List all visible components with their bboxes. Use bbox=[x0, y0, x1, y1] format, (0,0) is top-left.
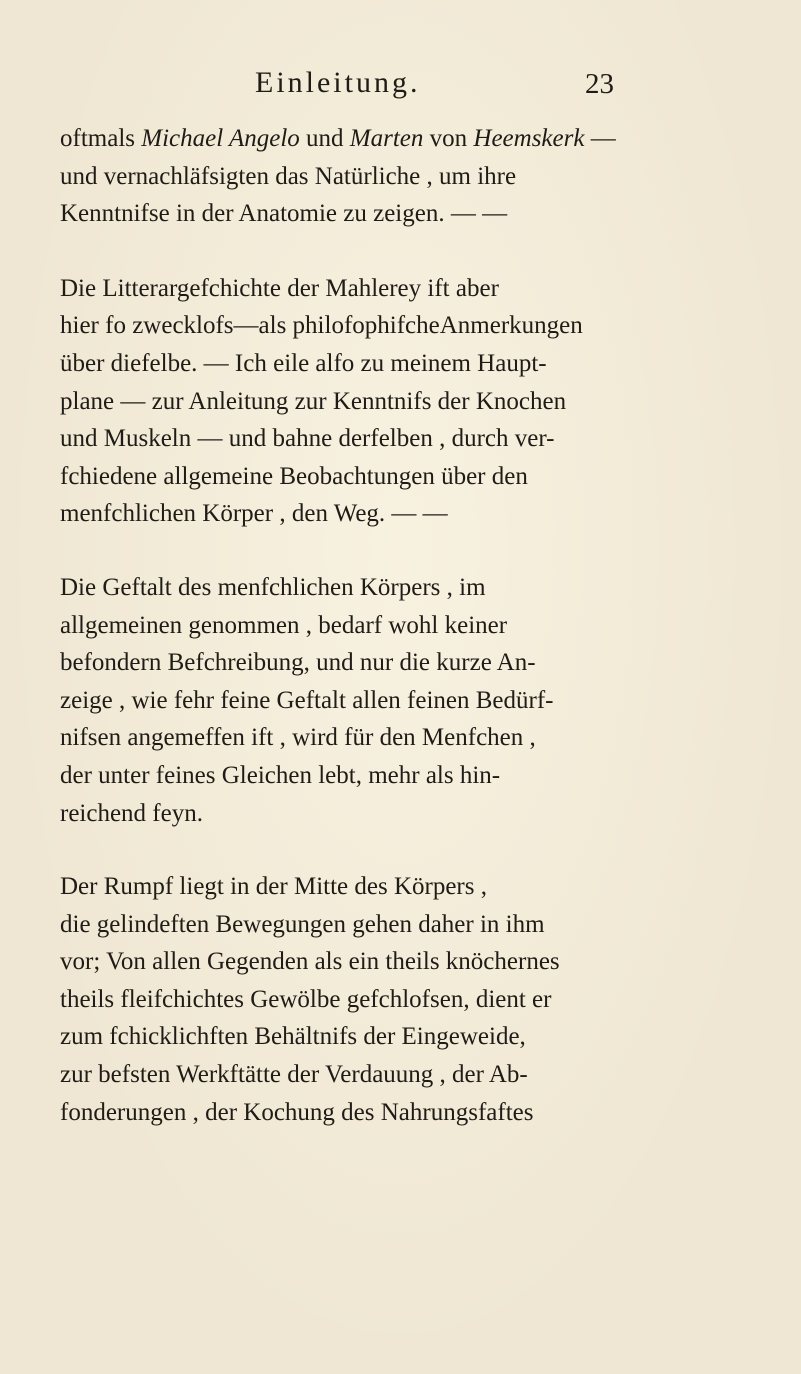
text-line bbox=[60, 682, 770, 720]
text-segment: plane — zur Anleitung zur Kenntnifs der Knochen bbox=[60, 387, 567, 415]
text-line bbox=[60, 569, 770, 607]
text-line bbox=[60, 420, 770, 458]
running-title: Einleitung. bbox=[255, 66, 421, 99]
text-segment: Die Geftalt des menfchlichen Körpers , im bbox=[60, 573, 486, 601]
text-segment: von bbox=[423, 125, 474, 152]
italic-name: Heemskerk bbox=[473, 125, 585, 152]
paragraph-gap bbox=[60, 533, 770, 569]
paragraph bbox=[60, 569, 770, 832]
paragraph bbox=[60, 868, 770, 1131]
text-line bbox=[60, 943, 770, 981]
text-segment: hier fo zwecklofs—als philofophifcheAnmerkungen bbox=[60, 312, 583, 340]
text-line bbox=[60, 307, 770, 345]
text-line bbox=[60, 345, 770, 383]
text-segment: allgemeinen genommen , bedarf wohl keiner bbox=[60, 611, 508, 639]
text-segment: befondern Befchreibung, und nur die kurze An- bbox=[60, 649, 536, 677]
text-segment: oftmals bbox=[60, 125, 142, 152]
text-segment: Kenntnifse in der Anatomie zu zeigen. — — bbox=[60, 200, 508, 228]
text-line bbox=[60, 981, 770, 1019]
text-line bbox=[60, 795, 770, 833]
text-line bbox=[60, 607, 770, 645]
text-segment: fonderungen , der Kochung des Nahrungsfaftes bbox=[60, 1098, 534, 1126]
text-line bbox=[60, 1094, 770, 1132]
text-segment: nifsen angemeffen ift , wird für den Menfchen , bbox=[60, 724, 536, 752]
text-segment: Die Litterargefchichte der Mahlerey ift aber bbox=[60, 274, 499, 302]
body-text bbox=[60, 120, 770, 1131]
paragraph-gap bbox=[60, 832, 770, 868]
text-segment: menfchlichen Körper , den Weg. — — bbox=[60, 500, 448, 528]
text-line bbox=[60, 868, 770, 906]
text-segment: — bbox=[584, 125, 616, 152]
text-line bbox=[60, 120, 770, 158]
paragraph bbox=[60, 270, 770, 533]
text-segment: theils fleifchichtes Gewölbe gefchlofsen, dient er bbox=[60, 985, 552, 1013]
paragraph-gap bbox=[60, 233, 770, 270]
text-line bbox=[60, 495, 770, 533]
italic-name: Marten bbox=[349, 125, 424, 152]
text-line bbox=[60, 1056, 770, 1094]
text-line bbox=[60, 1018, 770, 1056]
text-line bbox=[60, 719, 770, 757]
text-segment: Der Rumpf liegt in der Mitte des Körpers , bbox=[60, 873, 487, 901]
text-segment: der unter feines Gleichen lebt, mehr als hin- bbox=[60, 761, 501, 789]
text-segment: zur befsten Werkftätte der Verdauung , der Ab- bbox=[60, 1061, 528, 1089]
text-line bbox=[60, 458, 770, 496]
italic-name: Michael Angelo bbox=[141, 125, 300, 152]
text-segment: die gelindeften Bewegungen gehen daher in ihm bbox=[60, 910, 545, 938]
text-line bbox=[60, 158, 770, 196]
text-segment: und bbox=[299, 125, 350, 152]
text-segment: vor; Von allen Gegenden als ein theils knöchernes bbox=[60, 948, 560, 976]
page-header bbox=[0, 66, 801, 116]
text-line bbox=[60, 906, 770, 944]
text-segment: reichend feyn. bbox=[60, 799, 203, 827]
text-segment: zeige , wie fehr feine Geftalt allen feinen Bedürf- bbox=[60, 686, 554, 714]
text-segment: und Muskeln — und bahne derfelben , durch ver- bbox=[60, 425, 555, 453]
paragraph bbox=[60, 120, 770, 233]
text-segment: und vernachläfsigten das Natürliche , um ihre bbox=[60, 162, 517, 190]
text-line bbox=[60, 383, 770, 421]
page-number: 23 bbox=[585, 68, 614, 100]
text-segment: fchiedene allgemeine Beobachtungen über den bbox=[60, 462, 528, 490]
text-line bbox=[60, 270, 770, 308]
text-segment: über diefelbe. — Ich eile alfo zu meinem Haupt- bbox=[60, 349, 547, 377]
text-segment: zum fchicklichften Behältnifs der Eingeweide, bbox=[60, 1023, 526, 1051]
text-line bbox=[60, 644, 770, 682]
text-line bbox=[60, 195, 770, 233]
text-line bbox=[60, 757, 770, 795]
